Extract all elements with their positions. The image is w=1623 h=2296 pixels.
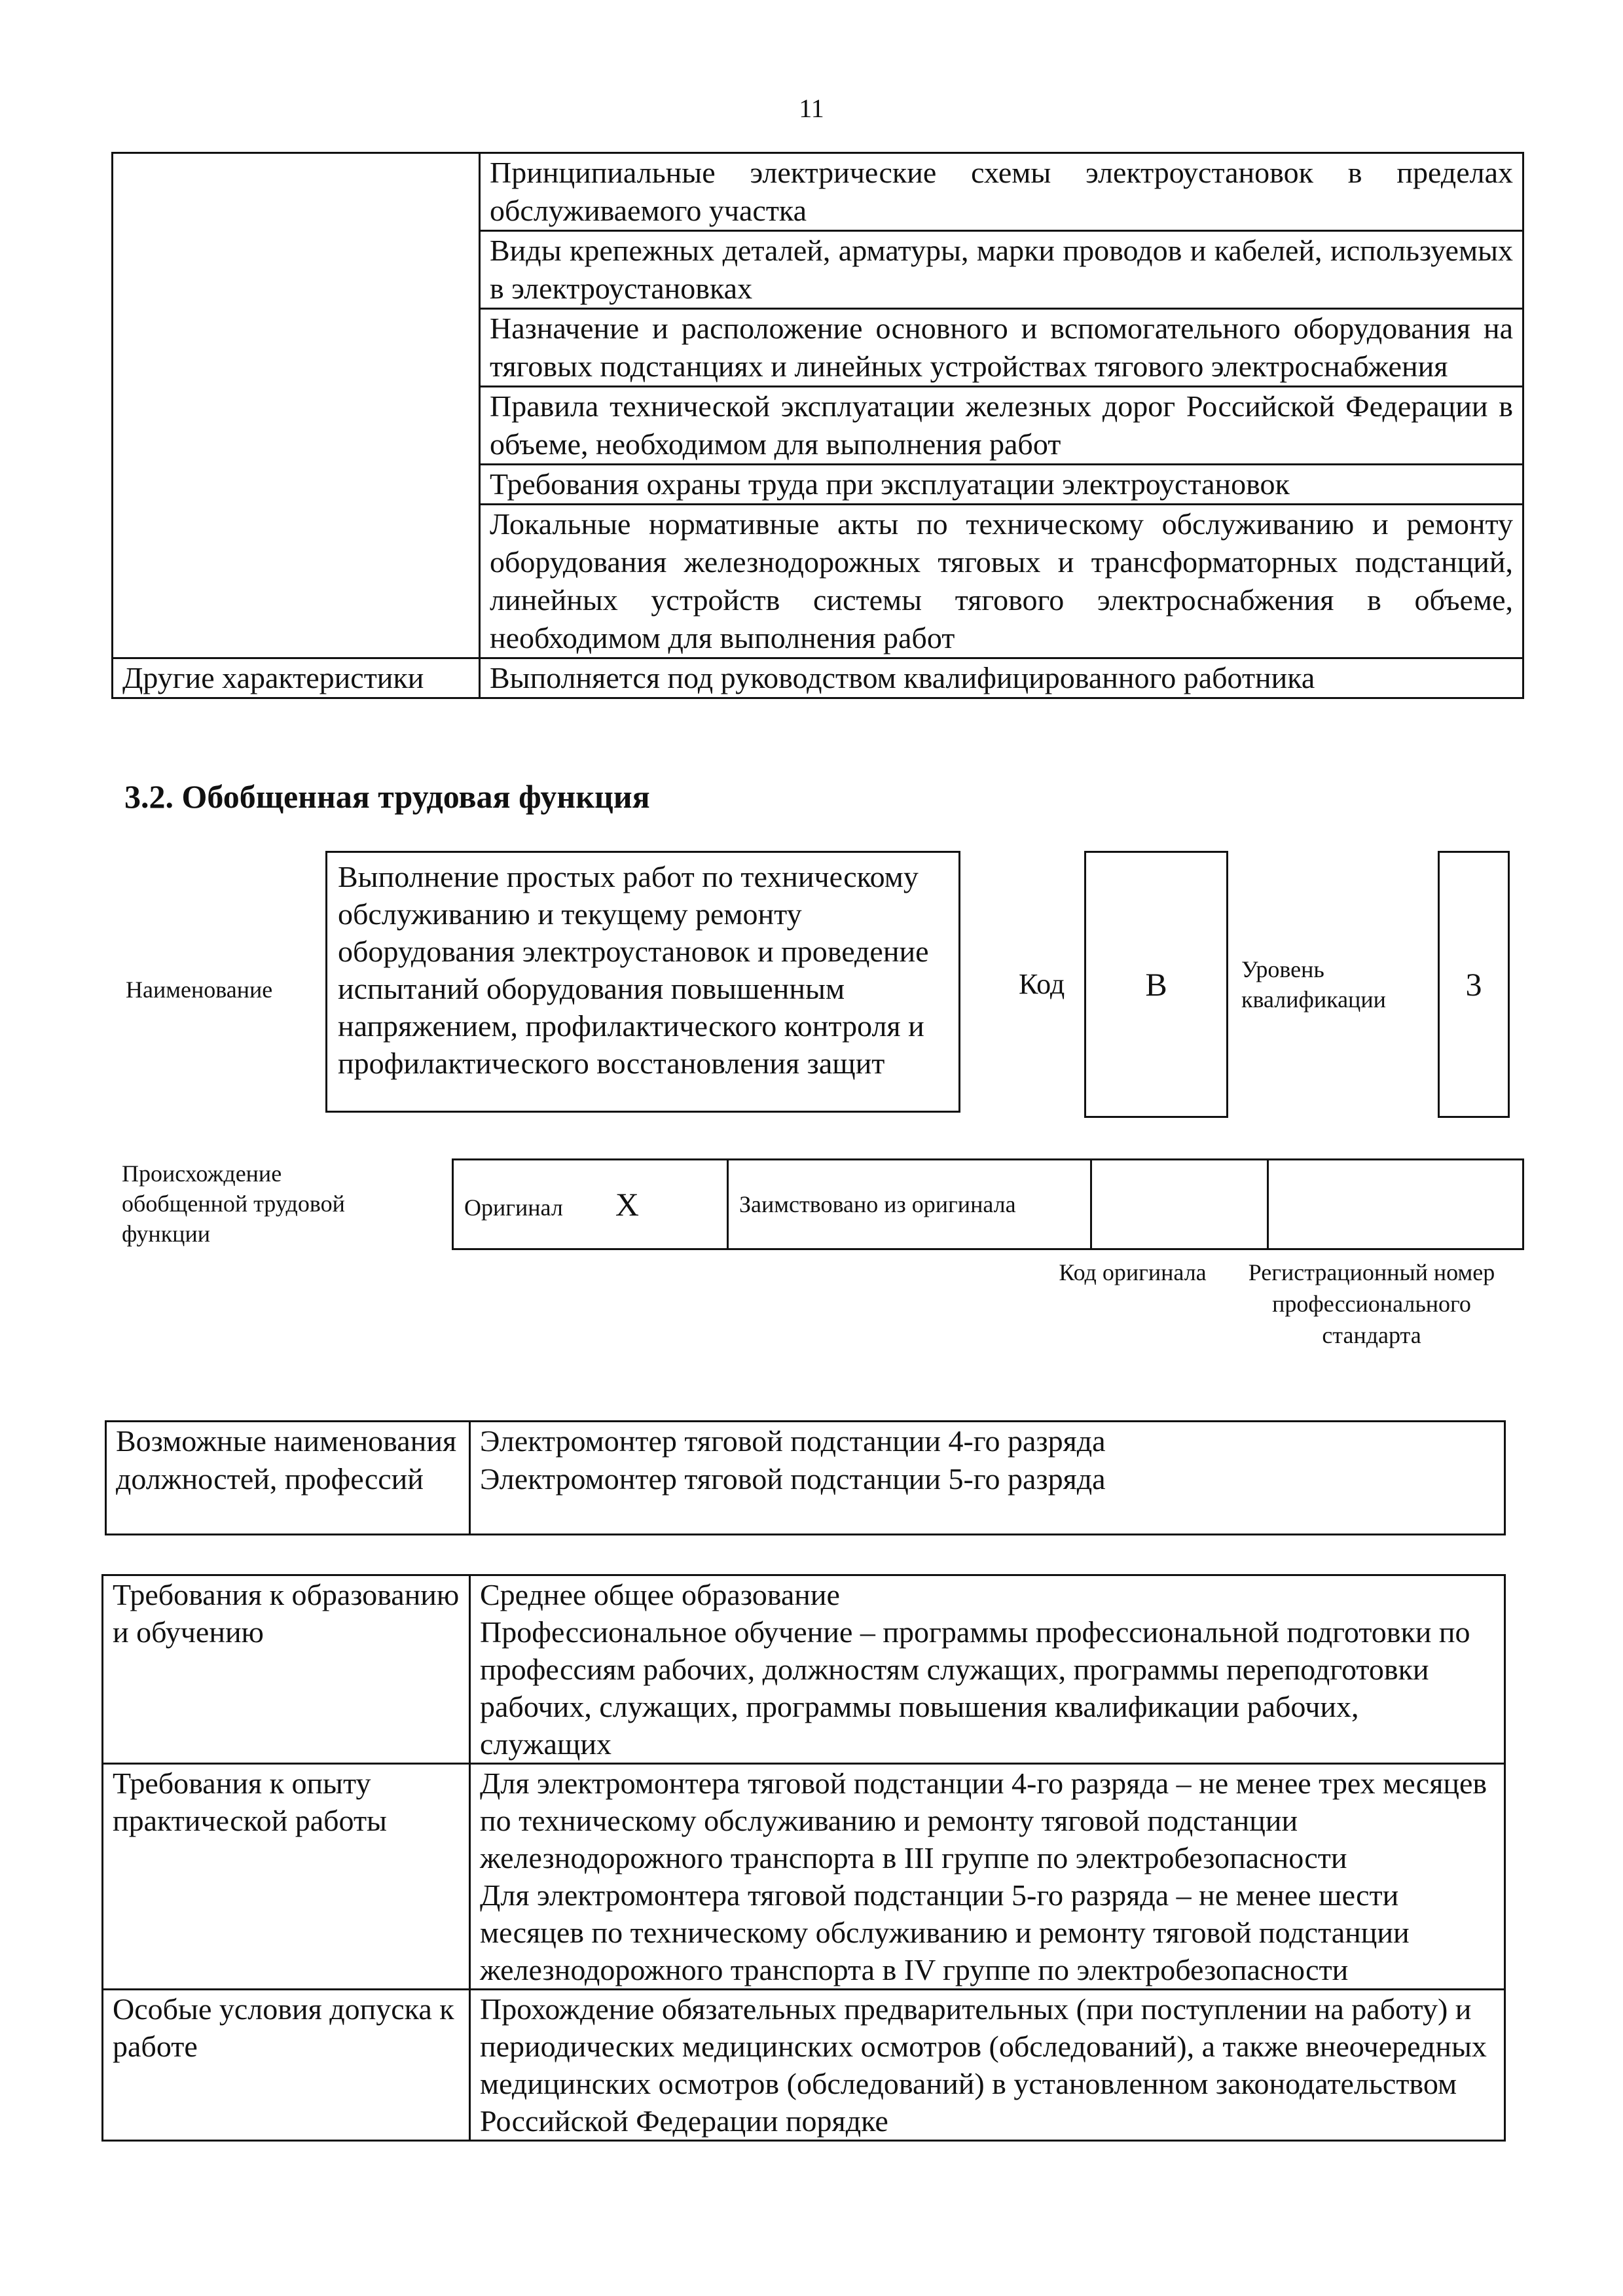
positions-table [105,1420,1506,1535]
requirements-table [101,1574,1506,2142]
position-item: Электромонтер тяговой подстанции 5-го разряда [480,1462,1106,1496]
qualification-level-box: 3 [1438,851,1510,1118]
section-heading: 3.2. Обобщенная трудовая функция [124,778,650,815]
other-characteristics-value: Выполняется под руководством квалифицированного работника [480,658,1523,698]
function-name-box: Выполнение простых работ по техническому обслуживанию и текущему ремонту оборудования электроустановок и проведение испытаний оборудования повышенным напряжением, профилактического контроля и профилактического восстановления защит [325,851,960,1113]
requirement-line: Прохождение обязательных предварительных (при поступлении на работу) и периодических медицинских осмотров (обследований), а также внеочередных медицинских осмотров (обследований) в установленном законодательством Российской Федерации порядке [480,1992,1487,2138]
original-label: Оригинал [464,1194,563,1221]
original-cell [453,1160,728,1249]
education-values [470,1575,1505,1764]
origin-table [452,1158,1524,1250]
table-row [453,1160,1523,1249]
knowledge-item: Назначение и расположение основного и вспомогательного оборудования на тяговых подстанциях и линейных устройствах тягового электроснабжения [480,309,1523,387]
registration-number-cell [1268,1160,1523,1249]
qualification-level-label: Уровень квалификации [1241,956,1386,1013]
education-label: Требования к образованию и обучению [103,1575,470,1764]
borrowed-cell: Заимствовано из оригинала [728,1160,1091,1249]
name-label: Наименование [126,977,273,1003]
other-characteristics-label: Другие характеристики [113,658,480,698]
admission-label: Особые условия допуска к работе [103,1990,470,2141]
table-row [103,1990,1505,2141]
original-code-cell [1091,1160,1268,1249]
requirement-line: Среднее общее образование [480,1578,840,1611]
knowledge-table [111,152,1524,699]
table-row [113,658,1523,698]
knowledge-item: Локальные нормативные акты по техническому обслуживанию и ремонту оборудования железнодорожных тяговых и трансформаторных подстанций, линейных устройств системы тягового электроснабжения в объеме, необходимом для выполнения работ [480,505,1523,658]
knowledge-item: Принципиальные электрические схемы электроустановок в пределах обслуживаемого участка [480,153,1523,231]
table-row [103,1575,1505,1764]
positions-label: Возможные наименования должностей, профессий [106,1422,470,1535]
code-value-box: B [1084,851,1228,1118]
requirement-line: Для электромонтера тяговой подстанции 4-го разряда – не менее трех месяцев по техническому обслуживанию и ремонту тяговой подстанции железнодорожного транспорта в III группе по электробезопасности [480,1767,1487,1874]
original-mark: X [615,1186,639,1223]
origin-label: Происхождение обобщенной трудовой функции [122,1160,345,1247]
page-number: 11 [799,94,824,123]
knowledge-item: Правила технической эксплуатации железных дорог Российской Федерации в объеме, необходимом для выполнения работ [480,387,1523,465]
code-label: Код [1019,968,1065,1000]
experience-label: Требования к опыту практической работы [103,1764,470,1990]
table-row [113,153,1523,231]
empty-label-cell [113,153,480,658]
table-row [103,1764,1505,1990]
position-item: Электромонтер тяговой подстанции 4-го разряда [480,1424,1106,1458]
table-row [106,1422,1505,1535]
positions-values [470,1422,1505,1535]
original-code-caption: Код оригинала [1059,1259,1207,1285]
knowledge-item: Требования охраны труда при эксплуатации электроустановок [480,465,1523,505]
requirement-line: Для электромонтера тяговой подстанции 5-го разряда – не менее шести месяцев по техническому обслуживанию и ремонту тяговой подстанции железнодорожного транспорта в IV группе по электробезопасности [480,1878,1410,1986]
requirement-line: Профессиональное обучение – программы профессиональной подготовки по профессиям рабочих, должностям служащих, программы переподготовки рабочих, служащих, программы повышения квалификации рабочих, служащих [480,1615,1470,1761]
registration-number-caption: Регистрационный номер профессионального стандарта [1248,1259,1495,1348]
admission-values [470,1990,1505,2141]
experience-values [470,1764,1505,1990]
knowledge-item: Виды крепежных деталей, арматуры, марки проводов и кабелей, используемых в электроустановках [480,231,1523,309]
